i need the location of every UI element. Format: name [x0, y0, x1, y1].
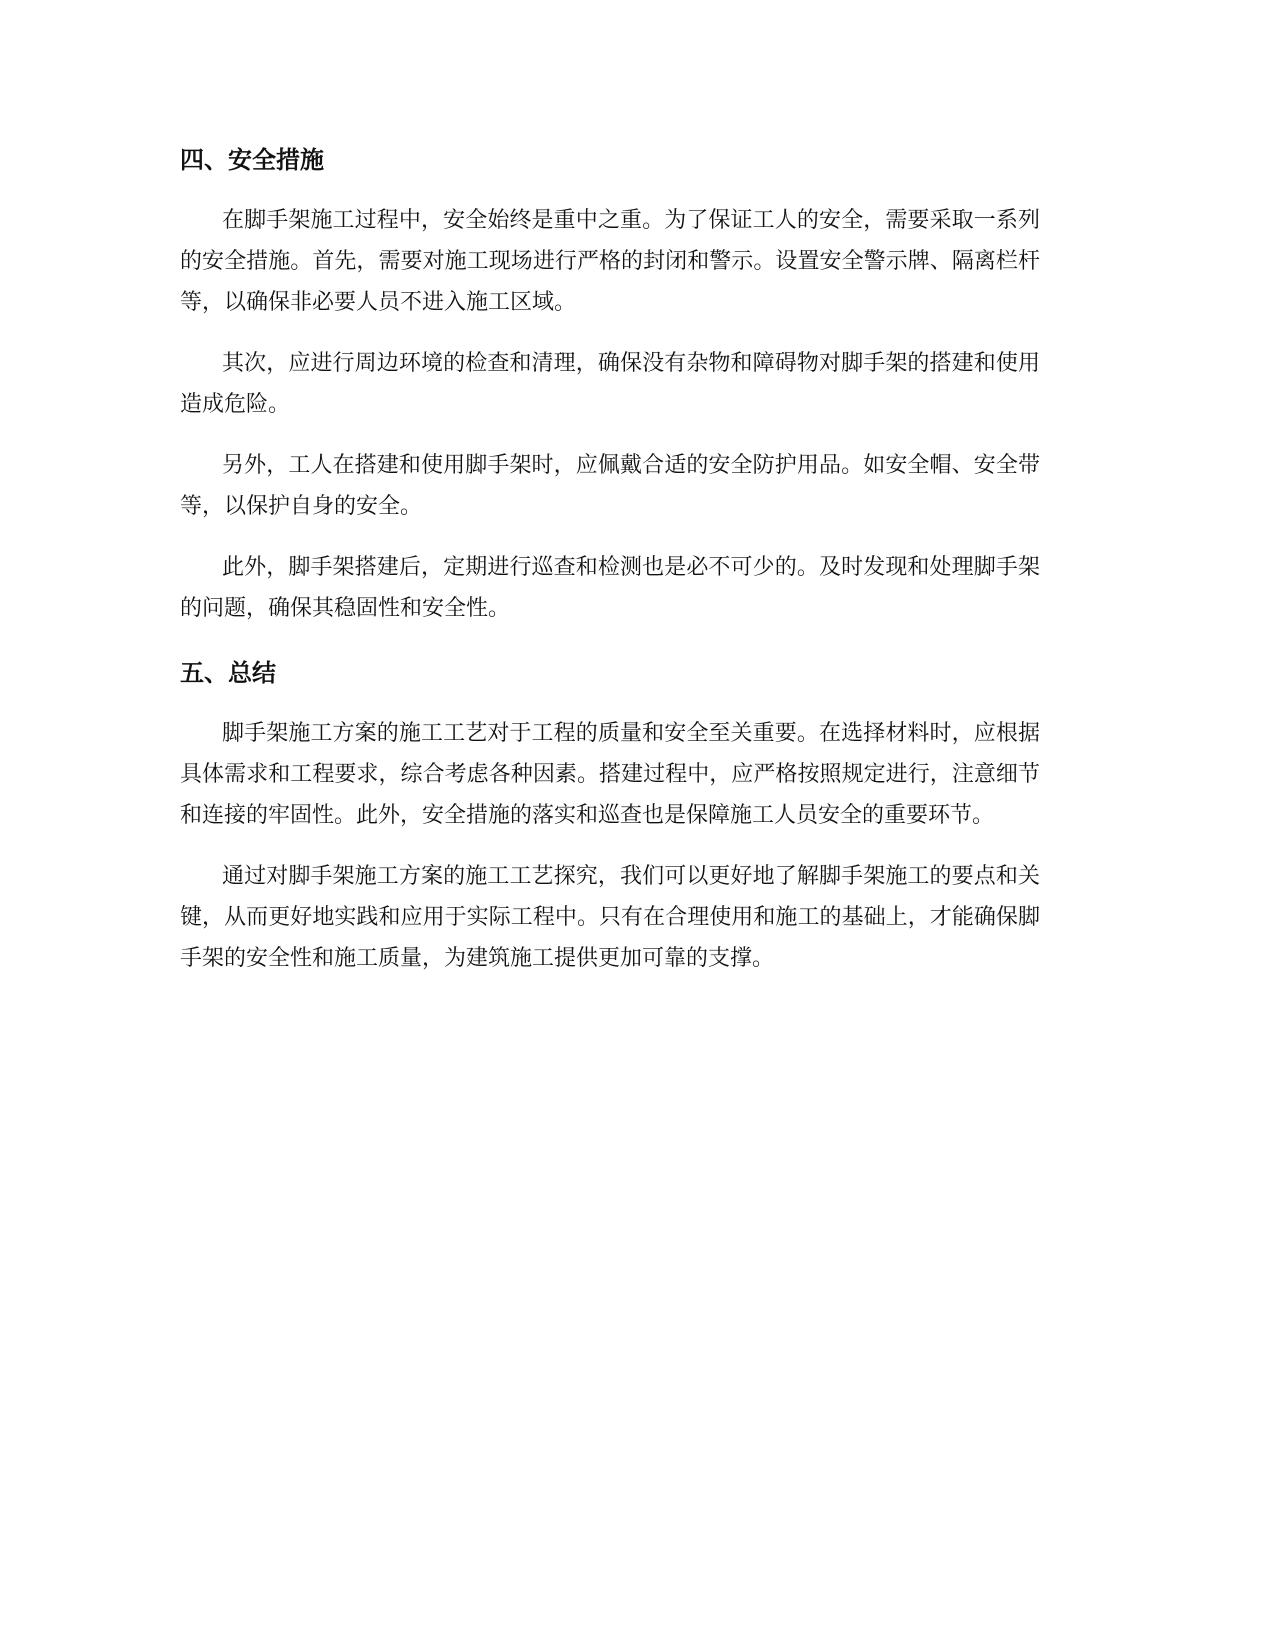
- paragraph: 在脚手架施工过程中，安全始终是重中之重。为了保证工人的安全，需要采取一系列的安全措施。首先，需要对施工现场进行严格的封闭和警示。设置安全警示牌、隔离栏杆等，以确保非必要人员不进入施工区域。: [180, 208, 1040, 315]
- paragraph: 通过对脚手架施工方案的施工工艺探究，我们可以更好地了解脚手架施工的要点和关键，从而更好地实践和应用于实际工程中。只有在合理使用和施工的基础上，才能确保脚手架的安全性和施工质量，为建筑施工提供更加可靠的支撑。: [180, 864, 1040, 971]
- paragraph: 此外，脚手架搭建后，定期进行巡查和检测也是必不可少的。及时发现和处理脚手架的问题，确保其稳固性和安全性。: [180, 555, 1040, 621]
- section-heading: 四、安全措施: [180, 146, 324, 174]
- paragraph: 另外，工人在搭建和使用脚手架时，应佩戴合适的安全防护用品。如安全帽、安全带等，以保护自身的安全。: [180, 453, 1040, 519]
- paragraph: 脚手架施工方案的施工工艺对于工程的质量和安全至关重要。在选择材料时，应根据具体需求和工程要求，综合考虑各种因素。搭建过程中，应严格按照规定进行，注意细节和连接的牢固性。此外，安全措施的落实和巡查也是保障施工人员安全的重要环节。: [180, 721, 1040, 828]
- section-safety-measures: [180, 136, 1040, 629]
- section-summary: [180, 649, 1040, 979]
- document-page: [180, 136, 1040, 999]
- paragraph: 其次，应进行周边环境的检查和清理，确保没有杂物和障碍物对脚手架的搭建和使用造成危险。: [180, 351, 1040, 417]
- section-heading: 五、总结: [180, 659, 276, 687]
